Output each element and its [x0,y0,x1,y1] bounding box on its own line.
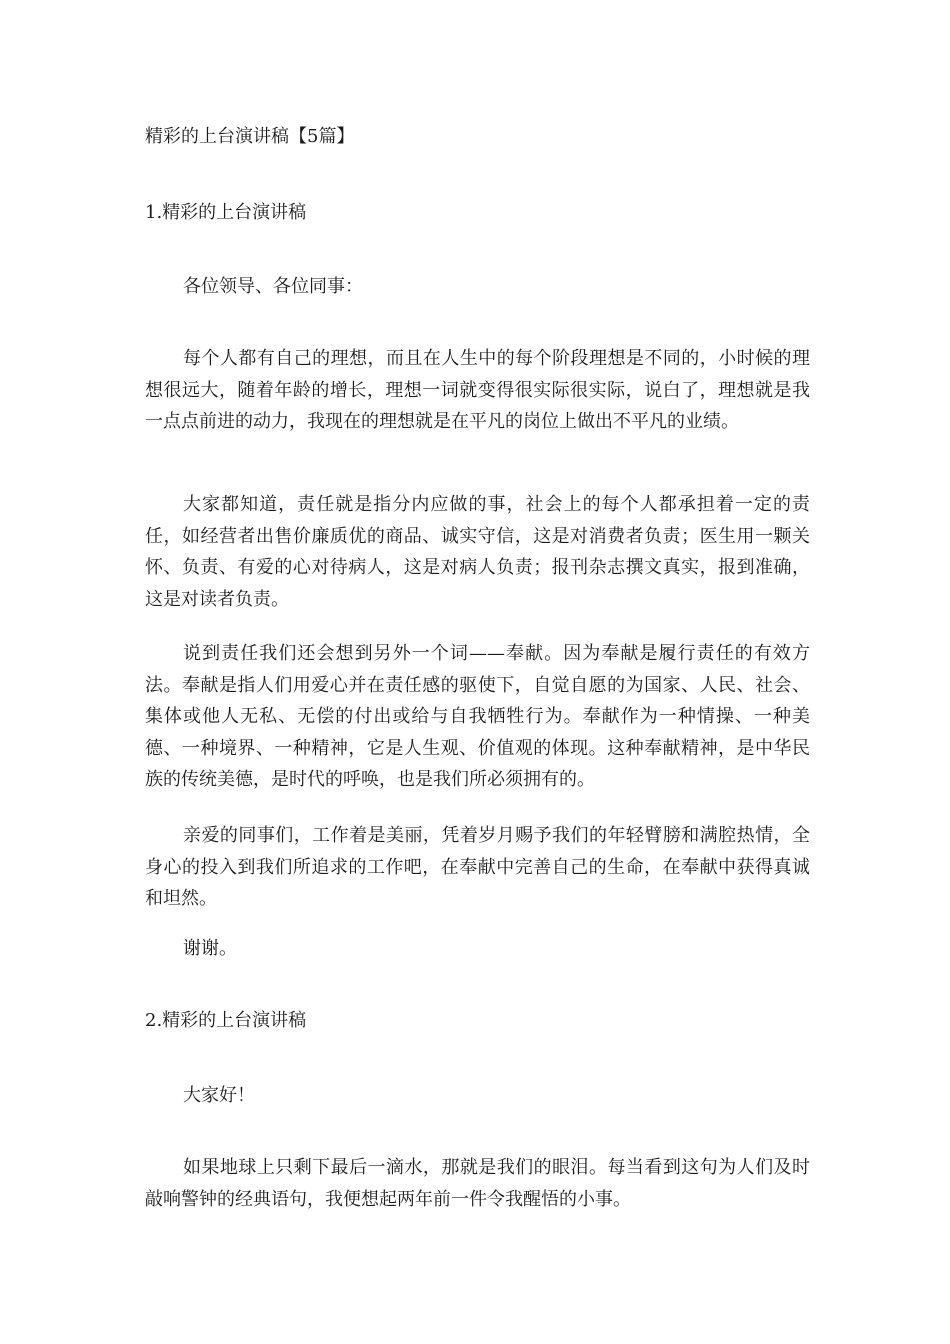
section-2-heading: 2.精彩的上台演讲稿 [145,1010,307,1031]
section-1-paragraph-4: 亲爱的同事们，工作着是美丽，凭着岁月赐予我们的年轻臂膀和满腔热情，全身心的投入到我们所追求的工作吧，在奉献中完善自己的生命，在奉献中获得真诚和坦然。 [145,825,810,909]
section-1-closing: 谢谢。 [183,938,237,959]
section-1-paragraph-3: 说到责任我们还会想到另外一个词——奉献。因为奉献是履行责任的有效方法。奉献是指人们用爱心并在责任感的驱使下，自觉自愿的为国家、人民、社会、集体或他人无私、无偿的付出或给与自我牺牲行为。奉献作为一种情操、一种美德、一种境界、一种精神，它是人生观、价值观的体现。这种奉献精神，是中华民族的传统美德，是时代的呼唤，也是我们所必须拥有的。 [145,643,810,790]
section-2-paragraph-1: 如果地球上只剩下最后一滴水，那就是我们的眼泪。每当看到这句为人们及时敲响警钟的经典语句，我便想起两年前一件令我醒悟的小事。 [145,1157,810,1210]
section-1-paragraph-2: 大家都知道，责任就是指分内应做的事，社会上的每个人都承担着一定的责任，如经营者出售价廉质优的商品、诚实守信，这是对消费者负责；医生用一颗关怀、负责、有爱的心对待病人，这是对病人负责；报刊杂志撰文真实，报到准确，这是对读者负责。 [145,494,810,610]
section-2-greeting: 大家好！ [183,1085,255,1106]
section-1-paragraph-1: 每个人都有自己的理想，而且在人生中的每个阶段理想是不同的，小时候的理想很远大，随着年龄的增长，理想一词就变得很实际很实际，说白了，理想就是我一点点前进的动力，我现在的理想就是在平凡的岗位上做出不平凡的业绩。 [145,348,810,432]
section-1-greeting: 各位领导、各位同事： [183,276,363,297]
document-title: 精彩的上台演讲稿【5篇】 [145,126,355,147]
section-1-heading: 1.精彩的上台演讲稿 [145,202,307,223]
